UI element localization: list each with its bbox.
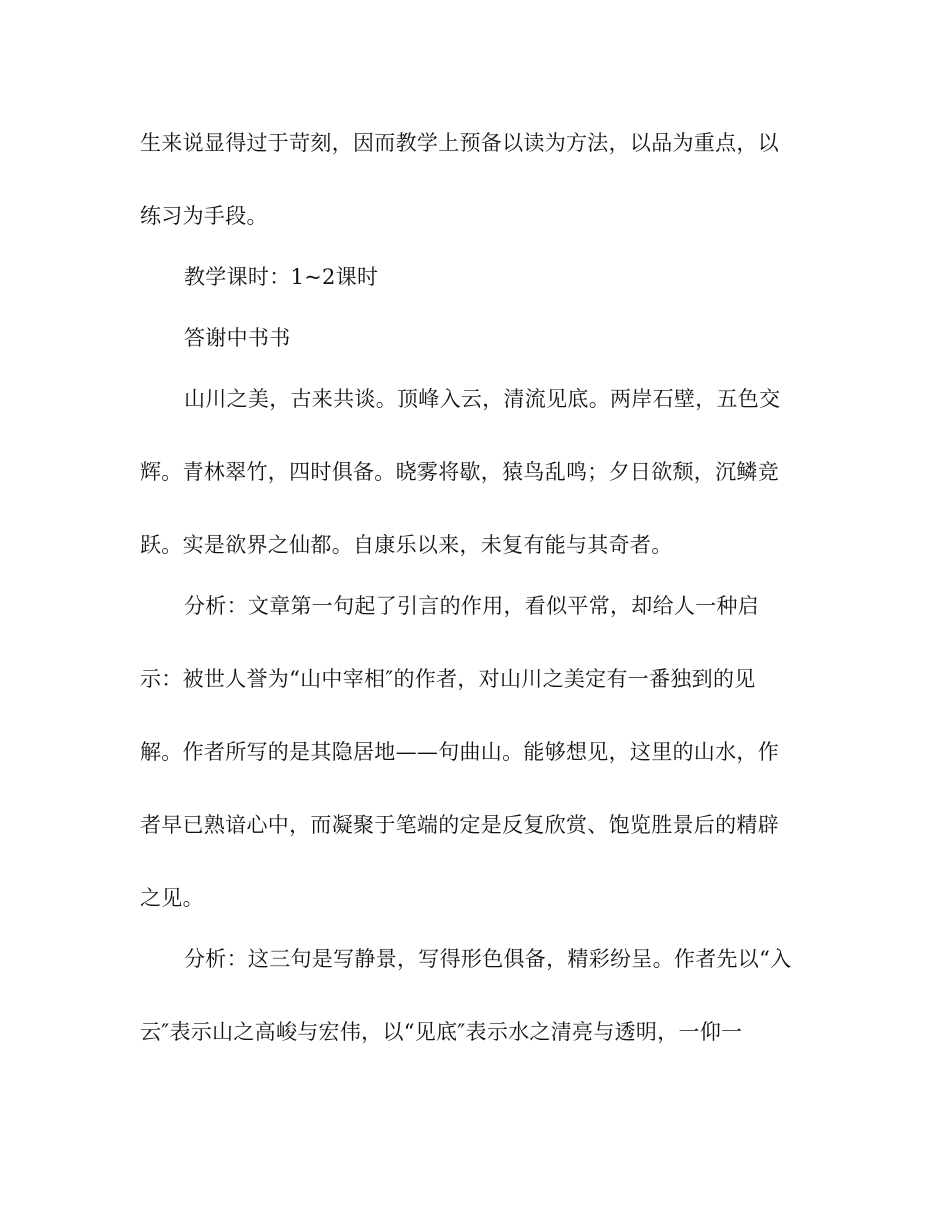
text-line: 教学课时：1~2课时 [184, 265, 379, 289]
text-line: 练习为手段。 [140, 204, 268, 228]
text-line: 分析：这三句是写静景，写得形色俱备，精彩纷呈。作者先以“入 [184, 947, 792, 971]
text-line: 解。作者所写的是其隐居地——句曲山。能够想见，这里的山水，作 [140, 740, 779, 764]
text-line: 云″表示山之高峻与宏伟，以“见底″表示水之清亮与透明，一仰一 [140, 1020, 743, 1044]
text-line: 者早已熟谙心中，而凝聚于笔端的定是反复欣赏、饱览胜景后的精辟 [140, 813, 779, 837]
text-line: 分析：文章第一句起了引言的作用，看似平常，却给人一种启 [184, 594, 760, 618]
text-line: 山川之美，古来共谈。顶峰入云，清流见底。两岸石壁，五色交 [184, 387, 781, 411]
text-line: 之见。 [140, 886, 204, 910]
text-line: 跃。实是欲界之仙都。自康乐以来，未复有能与其奇者。 [140, 533, 673, 557]
text-line: 生来说显得过于苛刻，因而教学上预备以读为方法，以品为重点，以 [140, 131, 779, 155]
text-line: 辉。青林翠竹，四时俱备。晓雾将歇，猿鸟乱鸣；夕日欲颓，沉鳞竞 [140, 460, 779, 484]
section-heading: 答谢中书书 [184, 326, 291, 350]
text-line: 示：被世人誉为“山中宰相″的作者，对山川之美定有一番独到的见 [140, 667, 756, 691]
